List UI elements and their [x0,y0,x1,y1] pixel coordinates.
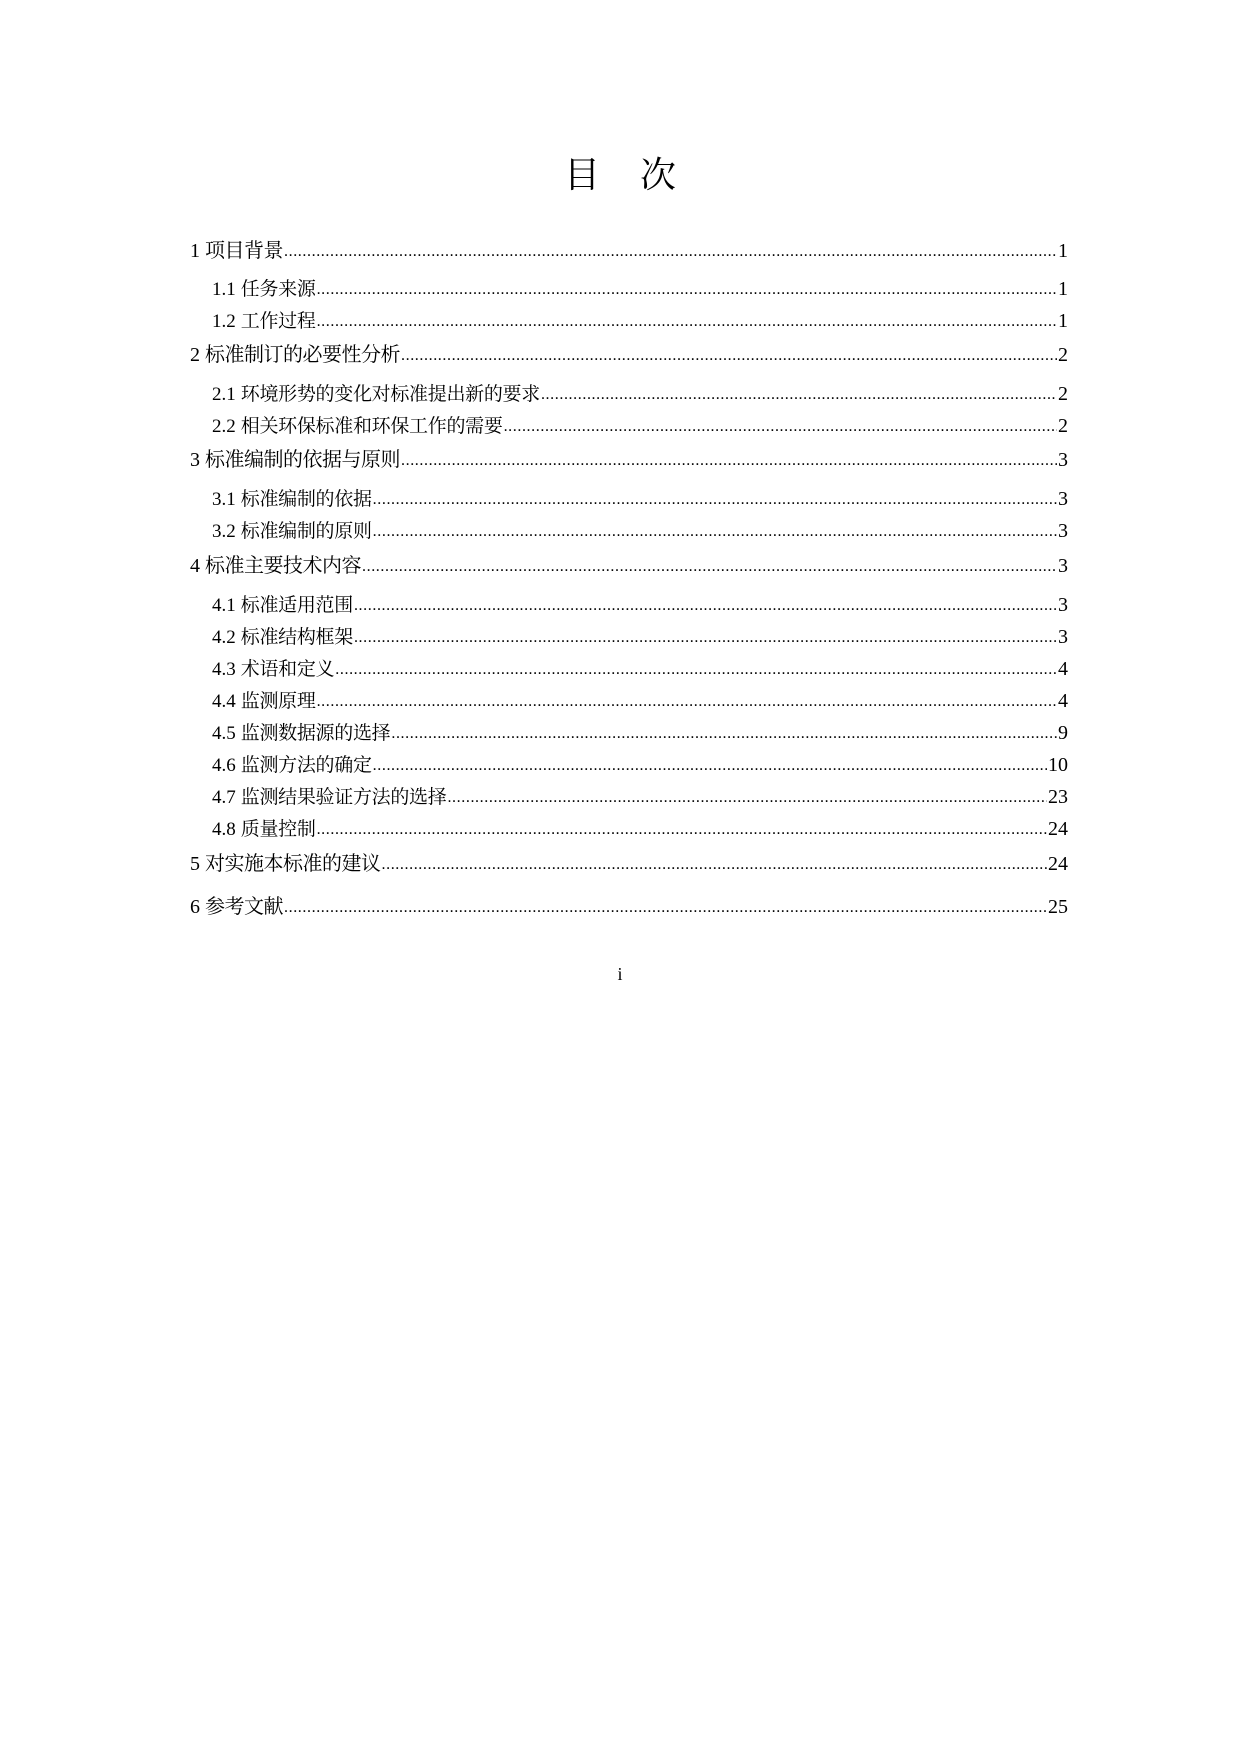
toc-entry-label: 质量控制 [240,818,316,840]
toc-entry-number: 2.1 [212,384,236,405]
toc-dot-leader [447,789,1047,807]
toc-entry-label: 标准结构框架 [240,626,353,648]
toc-entry-page: 2 [1058,415,1068,437]
toc-dot-leader [373,757,1047,775]
toc-entry-number: 2.2 [212,416,236,437]
toc-dot-leader [284,243,1057,261]
toc-entry-number: 4.2 [212,627,236,648]
toc-entry-label: 监测原理 [240,690,316,712]
toc-entry-label: 参考文献 [205,894,283,918]
toc-entry-page: 2 [1058,383,1068,405]
toc-entry-number: 4 [190,555,200,577]
toc-entry-number: 4.7 [212,787,236,808]
toc-dot-leader [317,313,1057,331]
toc-dot-leader [354,629,1057,647]
toc-dot-leader [335,661,1057,679]
toc-entry-number: 4.5 [212,723,236,744]
toc-entry-number: 6 [190,896,200,918]
toc-entry-4-4[interactable] [212,686,1068,714]
title-char-1: 目 [563,155,600,196]
toc-entry-number: 4.4 [212,691,236,712]
toc-entry-label: 标准制订的必要性分析 [205,342,400,366]
toc-entry-label: 工作过程 [240,310,316,332]
toc-dot-leader [401,347,1057,365]
toc-entry-label: 项目背景 [205,238,283,262]
toc-dot-leader [373,523,1057,541]
toc-dot-leader [362,558,1057,576]
toc-entry-page: 1 [1058,240,1068,262]
toc-dot-leader [401,452,1057,470]
toc-entry-1-1[interactable] [212,274,1068,302]
toc-entry-4-5[interactable] [212,718,1068,746]
toc-entry-label: 监测数据源的选择 [240,722,391,744]
toc-entry-2-2[interactable] [212,411,1068,439]
toc-dot-leader [317,821,1047,839]
toc-entry-1[interactable] [190,234,1068,262]
page-number: i [617,964,623,984]
toc-entry-label: 标准适用范围 [240,594,353,616]
toc-entry-number: 3.2 [212,521,236,542]
toc-entry-page: 2 [1058,344,1068,366]
toc-entry-page: 25 [1048,896,1068,918]
toc-entry-page: 24 [1048,853,1068,875]
toc-entry-3-1[interactable] [212,484,1068,512]
toc-entry-4-7[interactable] [212,782,1068,810]
toc-entry-page: 3 [1058,520,1068,542]
toc-dot-leader [354,597,1057,615]
toc-entry-number: 4.8 [212,819,236,840]
toc-entry-2[interactable] [190,338,1068,366]
toc-dot-leader [504,418,1057,436]
toc-dot-leader [373,491,1057,509]
toc-entry-page: 23 [1048,786,1068,808]
toc-entry-number: 4.3 [212,659,236,680]
toc-entry-number: 5 [190,853,200,875]
toc-entry-4[interactable] [190,549,1068,577]
toc-entry-5[interactable] [190,847,1068,875]
toc-entry-label: 标准编制的依据与原则 [205,447,400,471]
toc-entry-4-6[interactable] [212,750,1068,778]
toc-entry-number: 1 [190,240,200,262]
toc-entry-number: 1.1 [212,279,236,300]
toc-entry-number: 1.2 [212,311,236,332]
toc-entry-page: 3 [1058,488,1068,510]
toc-dot-leader [391,725,1057,743]
toc-entry-page: 10 [1048,754,1068,776]
toc-entry-number: 4.6 [212,755,236,776]
toc-entry-page: 9 [1058,722,1068,744]
toc-dot-leader [284,899,1047,917]
toc-entry-label: 相关环保标准和环保工作的需要 [240,415,503,437]
toc-entry-number: 4.1 [212,595,236,616]
toc-entry-label: 术语和定义 [240,658,335,680]
toc-entry-number: 2 [190,344,200,366]
toc-entry-page: 24 [1048,818,1068,840]
toc-entry-4-8[interactable] [212,814,1068,842]
toc-entry-page: 3 [1058,449,1068,471]
toc-dot-leader [382,856,1048,874]
toc-entry-page: 3 [1058,626,1068,648]
toc-entry-page: 1 [1058,310,1068,332]
title-char-2: 次 [640,155,677,196]
toc-entry-label: 标准主要技术内容 [205,553,361,577]
toc-entry-label: 标准编制的原则 [240,520,372,542]
toc-entry-1-2[interactable] [212,306,1068,334]
toc-entry-page: 4 [1058,658,1068,680]
toc-entry-label: 监测结果验证方法的选择 [240,786,447,808]
toc-entry-label: 对实施本标准的建议 [205,851,381,875]
toc-dot-leader [317,693,1057,711]
toc-entry-label: 监测方法的确定 [240,754,372,776]
toc-entry-label: 标准编制的依据 [240,488,372,510]
toc-entry-label: 环境形势的变化对标准提出新的要求 [240,383,540,405]
page-title [0,152,1240,200]
toc-dot-leader [317,281,1057,299]
toc-entry-page: 3 [1058,594,1068,616]
toc-entry-4-1[interactable] [212,590,1068,618]
toc-entry-3-2[interactable] [212,516,1068,544]
toc-entry-number: 3.1 [212,489,236,510]
toc-entry-6[interactable] [190,890,1068,918]
toc-dot-leader [541,386,1057,404]
toc-entry-4-3[interactable] [212,654,1068,682]
toc-entry-2-1[interactable] [212,379,1068,407]
toc-entry-page: 3 [1058,555,1068,577]
toc-entry-label: 任务来源 [240,278,316,300]
toc-entry-3[interactable] [190,443,1068,471]
toc-entry-number: 3 [190,449,200,471]
toc-entry-page: 4 [1058,690,1068,712]
toc-entry-page: 1 [1058,278,1068,300]
toc-entry-4-2[interactable] [212,622,1068,650]
